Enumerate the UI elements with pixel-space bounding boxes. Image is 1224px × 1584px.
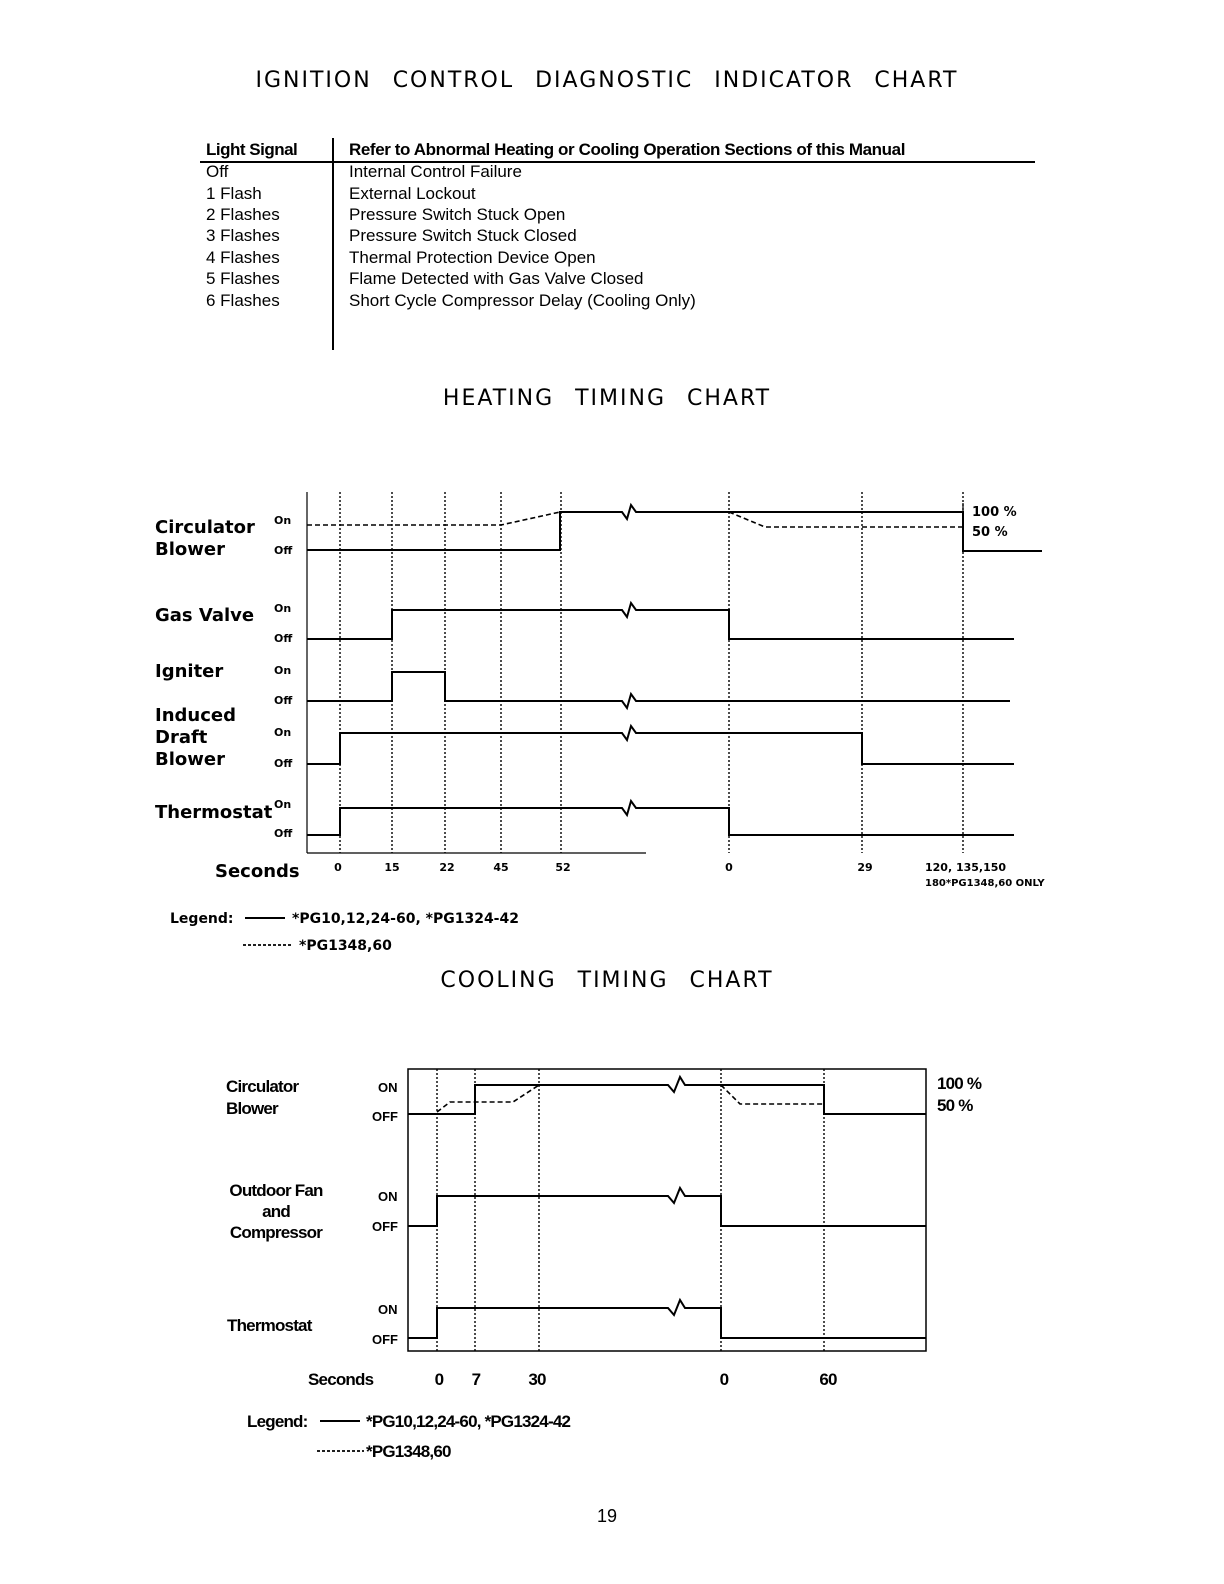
- heating-signal-label: Igniter: [155, 661, 224, 682]
- off-label: Off: [274, 632, 293, 645]
- on-label: ON: [378, 1302, 398, 1317]
- off-label: Off: [274, 694, 293, 707]
- igniter-trace: [307, 672, 1010, 708]
- tick-label: 45: [493, 861, 509, 874]
- cooling-circulator-dashed-trace: [437, 1085, 539, 1112]
- outdoor-fan-compressor-trace: [408, 1188, 926, 1226]
- legend-solid-text: *PG10,12,24-60, *PG1324-42: [366, 1412, 571, 1431]
- off-label: Off: [274, 757, 293, 770]
- cooling-timing-chart: [226, 1069, 982, 1461]
- meaning-cell: Flame Detected with Gas Valve Closed: [349, 269, 644, 288]
- thermostat-trace: [307, 801, 1014, 835]
- meaning-cell: Short Cycle Compressor Delay (Cooling Only): [349, 291, 696, 310]
- meaning-cell: Pressure Switch Stuck Open: [349, 205, 566, 224]
- heating-signal-label: Blower: [155, 539, 225, 560]
- legend-label: Legend:: [170, 911, 234, 927]
- light-signal-cell: 4 Flashes: [206, 248, 280, 267]
- page-number: 19: [596, 1506, 618, 1526]
- meaning-cell: External Lockout: [349, 184, 476, 203]
- cooling-chart-title: COOLING TIMING CHART: [440, 968, 774, 993]
- circulator-blower-dashed-trace: [307, 512, 560, 525]
- ignition-chart-title: IGNITION CONTROL DIAGNOSTIC INDICATOR CHART: [255, 68, 959, 93]
- heating-signal-label: Induced: [155, 705, 236, 726]
- meaning-cell: Thermal Protection Device Open: [349, 248, 596, 267]
- circulator-blower-dashed-trace: [729, 512, 963, 527]
- legend-label: Legend:: [247, 1412, 308, 1431]
- tick-label: 15: [384, 861, 400, 874]
- seconds-label: Seconds: [215, 861, 300, 882]
- cooling-signal-label: and: [262, 1202, 290, 1221]
- light-signal-cell: 6 Flashes: [206, 291, 280, 310]
- level-100-label: 100 %: [972, 505, 1017, 520]
- meaning-cell: Internal Control Failure: [349, 162, 522, 181]
- light-signal-cell: 2 Flashes: [206, 205, 280, 224]
- on-label: On: [274, 602, 292, 615]
- heating-timing-chart: [155, 492, 1045, 954]
- cooling-circulator-blower-trace: [408, 1077, 926, 1114]
- tick-label: 22: [439, 861, 455, 874]
- heating-signal-label: Blower: [155, 749, 225, 770]
- heating-signal-label: Thermostat: [155, 802, 273, 823]
- on-label: On: [274, 798, 292, 811]
- cooling-signal-label: Compressor: [229, 1223, 323, 1242]
- heating-chart-title: HEATING TIMING CHART: [442, 386, 772, 411]
- tick-label: 7: [471, 1370, 481, 1389]
- cooling-circulator-dashed-trace: [721, 1085, 824, 1104]
- tick-label: 0: [719, 1370, 729, 1389]
- off-label: Off: [274, 544, 293, 557]
- on-label: ON: [378, 1189, 398, 1204]
- seconds-label: Seconds: [308, 1370, 374, 1389]
- gas-valve-trace: [307, 603, 1014, 639]
- cooling-signal-label: Outdoor Fan: [229, 1181, 323, 1200]
- off-label: OFF: [372, 1332, 398, 1347]
- cooling-thermostat-trace: [408, 1300, 926, 1338]
- circulator-blower-trace: [307, 505, 1042, 551]
- on-label: On: [274, 664, 292, 677]
- tick-note: 180*PG1348,60 ONLY: [925, 878, 1045, 889]
- tick-label: 0: [725, 861, 733, 874]
- off-label: OFF: [372, 1109, 398, 1124]
- heating-signal-label: Draft: [155, 727, 208, 748]
- light-signal-cell: Off: [206, 162, 229, 181]
- on-label: ON: [378, 1080, 398, 1095]
- cooling-signal-label: Thermostat: [227, 1316, 312, 1335]
- tick-label: 52: [555, 861, 571, 874]
- level-100-label: 100 %: [937, 1074, 982, 1093]
- on-label: On: [274, 514, 292, 527]
- cooling-signal-label: Blower: [226, 1099, 278, 1118]
- header-light-signal: Light Signal: [206, 140, 298, 159]
- heating-signal-label: Circulator: [155, 517, 255, 538]
- legend-solid-text: *PG10,12,24-60, *PG1324-42: [292, 911, 519, 927]
- tick-label: 29: [857, 861, 873, 874]
- legend-dashed-text: *PG1348,60: [366, 1442, 451, 1461]
- light-signal-cell: 1 Flash: [206, 184, 262, 203]
- tick-label: 0: [334, 861, 342, 874]
- header-meaning: Refer to Abnormal Heating or Cooling Operation Sections of this Manual: [349, 140, 906, 159]
- tick-label: 60: [819, 1370, 837, 1389]
- tick-label: 30: [528, 1370, 546, 1389]
- heating-signal-label: Gas Valve: [155, 605, 255, 626]
- induced-draft-blower-trace: [307, 726, 1014, 764]
- meaning-cell: Pressure Switch Stuck Closed: [349, 226, 577, 245]
- legend-dashed-text: *PG1348,60: [299, 938, 392, 954]
- level-50-label: 50 %: [937, 1096, 973, 1115]
- off-label: OFF: [372, 1219, 398, 1234]
- tick-label: 0: [434, 1370, 444, 1389]
- off-label: Off: [274, 827, 293, 840]
- light-signal-cell: 5 Flashes: [206, 269, 280, 288]
- light-signal-cell: 3 Flashes: [206, 226, 280, 245]
- level-50-label: 50 %: [972, 525, 1008, 540]
- on-label: On: [274, 726, 292, 739]
- cooling-signal-label: Circulator: [226, 1077, 299, 1096]
- tick-label: 120, 135,150: [925, 861, 1007, 874]
